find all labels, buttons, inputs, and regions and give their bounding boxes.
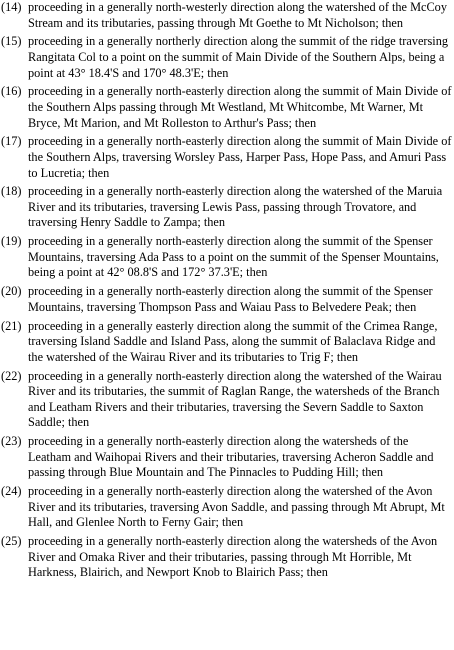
clause-25 — [1, 534, 452, 581]
clause-number: (21) — [1, 318, 22, 333]
clause-text: proceeding in a generally north-easterly direction along the watershed of the Avon River and its tributaries, traversing Avon Saddle, and passing through Mt Abrupt, Mt Hall, and Glenlee North to Ferny Gair; then — [28, 484, 445, 530]
clause-15 — [1, 34, 452, 81]
clause-number: (23) — [1, 434, 22, 449]
clause-21 — [1, 319, 452, 366]
clause-number: (16) — [1, 84, 22, 99]
clause-16 — [1, 84, 452, 131]
clause-text: proceeding in a generally north-westerly direction along the watershed of the McCoy Stream and its tributaries, passing through Mt Goethe to Mt Nicholson; then — [28, 0, 447, 30]
clause-number: (14) — [1, 0, 22, 14]
clause-23 — [1, 434, 452, 481]
clause-text: proceeding in a generally north-easterly direction along the summit of the Spenser Mountains, traversing Ada Pass to a point on the summit of the Spenser Mountains, being a point at 42° 08.8'S and 172° 37.3'E; then — [28, 234, 439, 280]
clause-text: proceeding in a generally north-easterly direction along the summit of the Spenser Mountains, traversing Thompson Pass and Waiau Pass to Belvedere Peak; then — [28, 284, 433, 314]
clause-text: proceeding in a generally north-easterly direction along the watershed of the Wairau River and its tributaries, the summit of Raglan Range, the watersheds of the Branch and Leatham Rivers and their tributaries, traversing the Severn Saddle to Saxton Saddle; then — [28, 368, 442, 430]
clause-number: (15) — [1, 34, 22, 49]
clause-text: proceeding in a generally north-easterly direction along the summit of Main Divide of the Southern Alps passing through Mt Westland, Mt Whitcombe, Mt Warner, Mt Bryce, Mt Marion, and Mt Rolleston to Arthur's Pass; then — [28, 84, 452, 130]
clause-14 — [1, 0, 452, 31]
clause-text: proceeding in a generally north-easterly direction along the watershed of the Maruia River and its tributaries, traversing Lewis Pass, passing through Trovatore, and traversing Henry Saddle to Zampa; then — [28, 184, 443, 230]
clause-text: proceeding in a generally north-easterly direction along the watersheds of the Avon River and Omaka River and their tributaries, passing through Mt Horrible, Mt Harkness, Blairich, and Newport Knob to Blairich Pass; then — [28, 534, 438, 580]
clause-text: proceeding in a generally north-easterly direction along the summit of Main Divide of the Southern Alps, traversing Worsley Pass, Harper Pass, Hope Pass, and Amuri Pass to Lucretia; then — [28, 134, 452, 180]
clause-18 — [1, 184, 452, 231]
clause-22 — [1, 369, 452, 431]
clause-number: (18) — [1, 184, 22, 199]
clause-20 — [1, 284, 452, 315]
clause-number: (19) — [1, 234, 22, 249]
clause-text: proceeding in a generally north-easterly direction along the watersheds of the Leatham and Waihopai Rivers and their tributaries, traversing Acheron Saddle and passing through Blue Mountain and The Pinnacles to Pudding Hill; then — [28, 434, 434, 480]
clause-19 — [1, 234, 452, 281]
clause-text: proceeding in a generally easterly direction along the summit of the Crimea Range, traversing Island Saddle and Island Pass, along the summit of Balaclava Ridge and the watershed of the Wairau River and its tributaries to Trig F; then — [28, 318, 438, 364]
clause-number: (22) — [1, 368, 22, 383]
clause-17 — [1, 134, 452, 181]
clause-text: proceeding in a generally northerly direction along the summit of the ridge traversing Rangitata Col to a point on the summit of Main Divide of the Southern Alps, being a point at 43° 18.4'S and 170° 48.3'E; then — [28, 34, 449, 80]
clause-number: (20) — [1, 284, 22, 299]
clause-number: (24) — [1, 484, 22, 499]
clause-number: (17) — [1, 134, 22, 149]
clause-24 — [1, 484, 452, 531]
clause-number: (25) — [1, 534, 22, 549]
